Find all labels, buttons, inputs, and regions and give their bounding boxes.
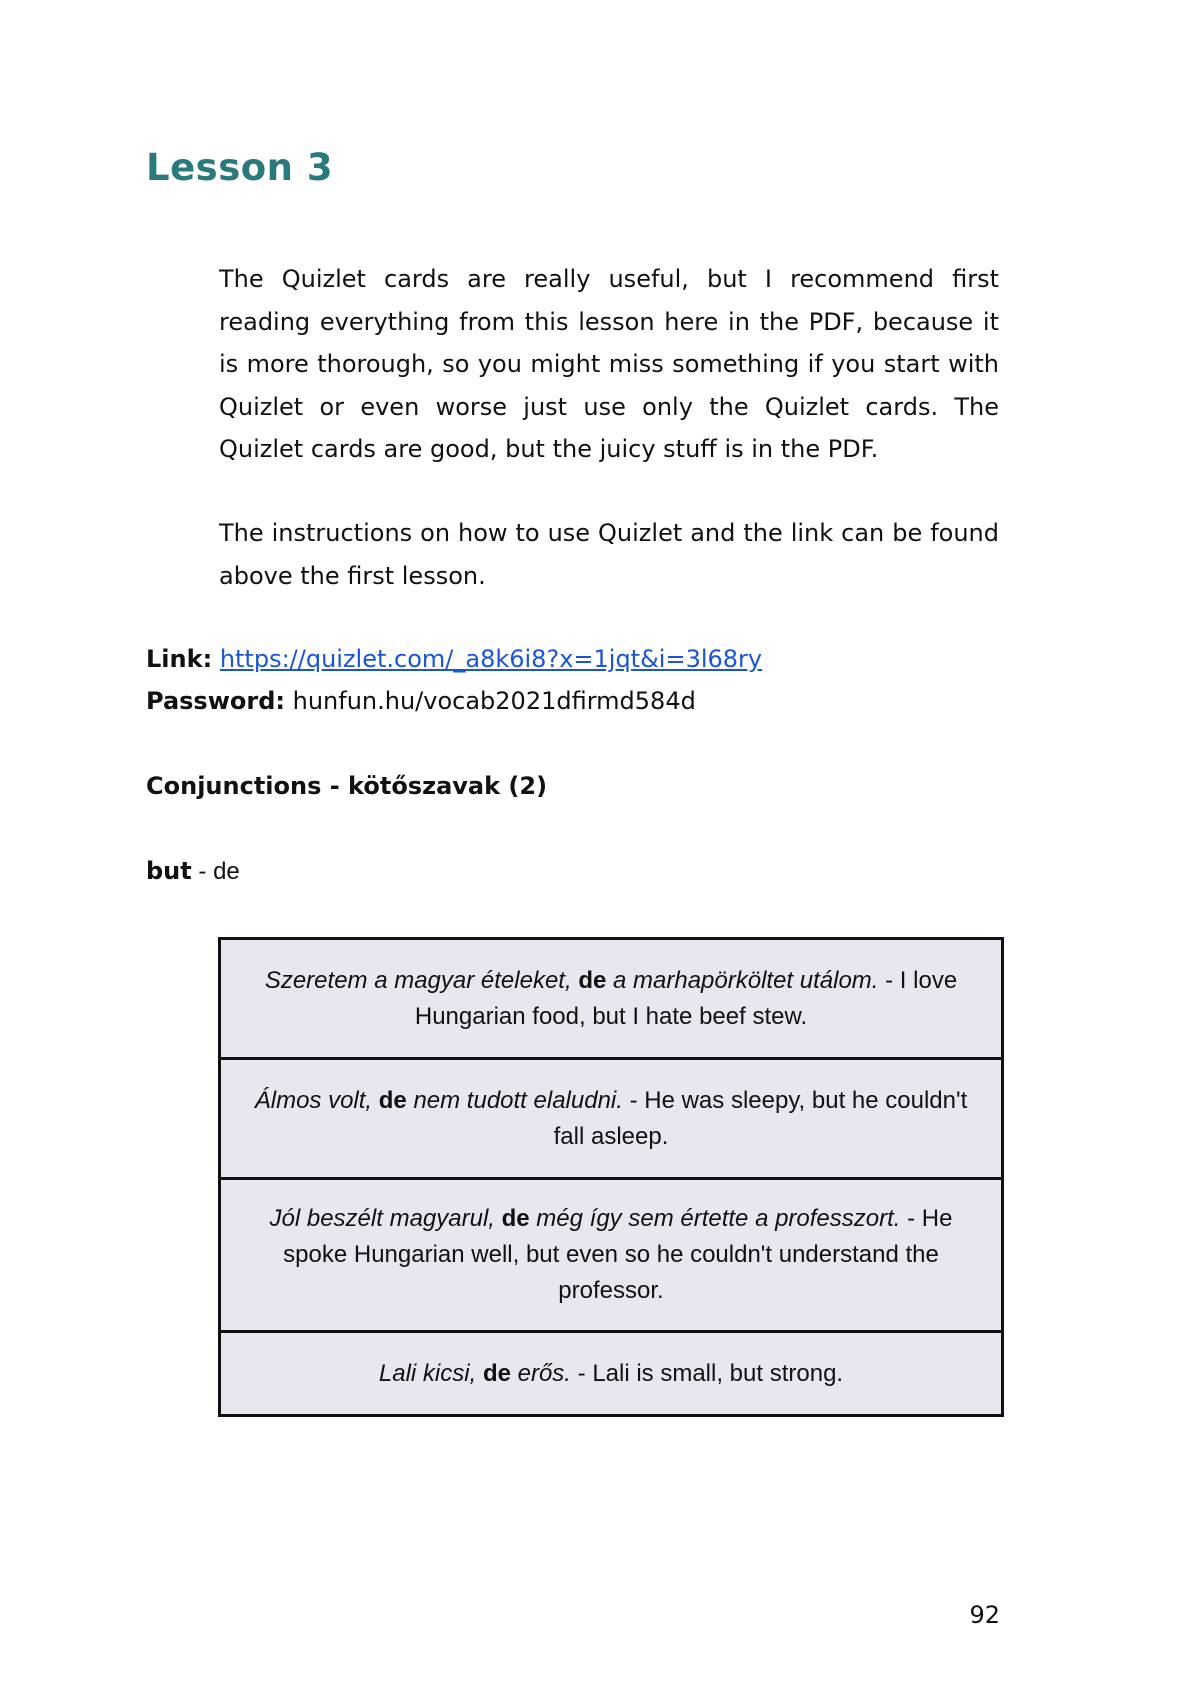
vocab-separator: -: [191, 858, 214, 885]
example-sentence: [243, 1201, 979, 1309]
page-number: 92: [969, 1601, 1000, 1629]
vocab-entry: [146, 853, 240, 890]
example-row: [221, 1330, 1001, 1414]
example-hungarian: Jól beszélt magyarul, de még így sem értette a professzort.: [269, 1205, 901, 1232]
example-keyword: de: [482, 1359, 511, 1387]
example-row: [221, 1057, 1001, 1177]
link-label: Link:: [146, 645, 213, 673]
password-value: hunfun.hu/vocab2021dfirmd584d: [292, 687, 696, 715]
intro-paragraph: The Quizlet cards are really useful, but I recommend first reading everything from this lesson here in the PDF, because it is more thorough, so you might miss something if you start with Quizlet or even worse just use only the Quizlet cards. The Quizlet cards are good, but the juicy stuff is in the PDF.: [219, 265, 999, 463]
example-row: [221, 1177, 1001, 1330]
section-heading: Conjunctions - kötőszavak (2): [146, 772, 548, 800]
example-sentence: [243, 1083, 979, 1155]
password-row: [146, 683, 696, 719]
page-title: Lesson 3: [146, 146, 334, 189]
example-translation: - I love Hungarian food, but I hate beef stew.: [414, 966, 958, 1030]
instructions-paragraph: The instructions on how to use Quizlet and the link can be found above the first lesson.: [219, 519, 999, 590]
link-row: [146, 641, 762, 677]
quizlet-link[interactable]: https://quizlet.com/_a8k6i8?x=1jqt&i=3l68ry: [219, 645, 763, 673]
example-translation: - Lali is small, but strong.: [570, 1359, 844, 1387]
example-row: [221, 940, 1001, 1057]
example-translation: - He spoke Hungarian well, but even so he couldn't understand the professor.: [283, 1205, 953, 1304]
examples-table: [218, 937, 1004, 1417]
example-keyword: de: [378, 1086, 407, 1114]
vocab-hungarian: de: [213, 858, 240, 885]
example-hungarian: Lali kicsi, de erős.: [378, 1359, 571, 1387]
example-sentence: [243, 963, 979, 1035]
password-label: Password:: [146, 687, 285, 715]
vocab-english: but: [146, 857, 192, 885]
example-sentence: [379, 1356, 843, 1392]
example-hungarian: Álmos volt, de nem tudott elaludni.: [254, 1086, 623, 1114]
example-keyword: de: [578, 966, 607, 994]
example-keyword: de: [501, 1205, 530, 1232]
example-translation: - He was sleepy, but he couldn't fall asleep.: [553, 1086, 968, 1150]
example-hungarian: Szeretem a magyar ételeket, de a marhapörköltet utálom.: [264, 966, 879, 994]
